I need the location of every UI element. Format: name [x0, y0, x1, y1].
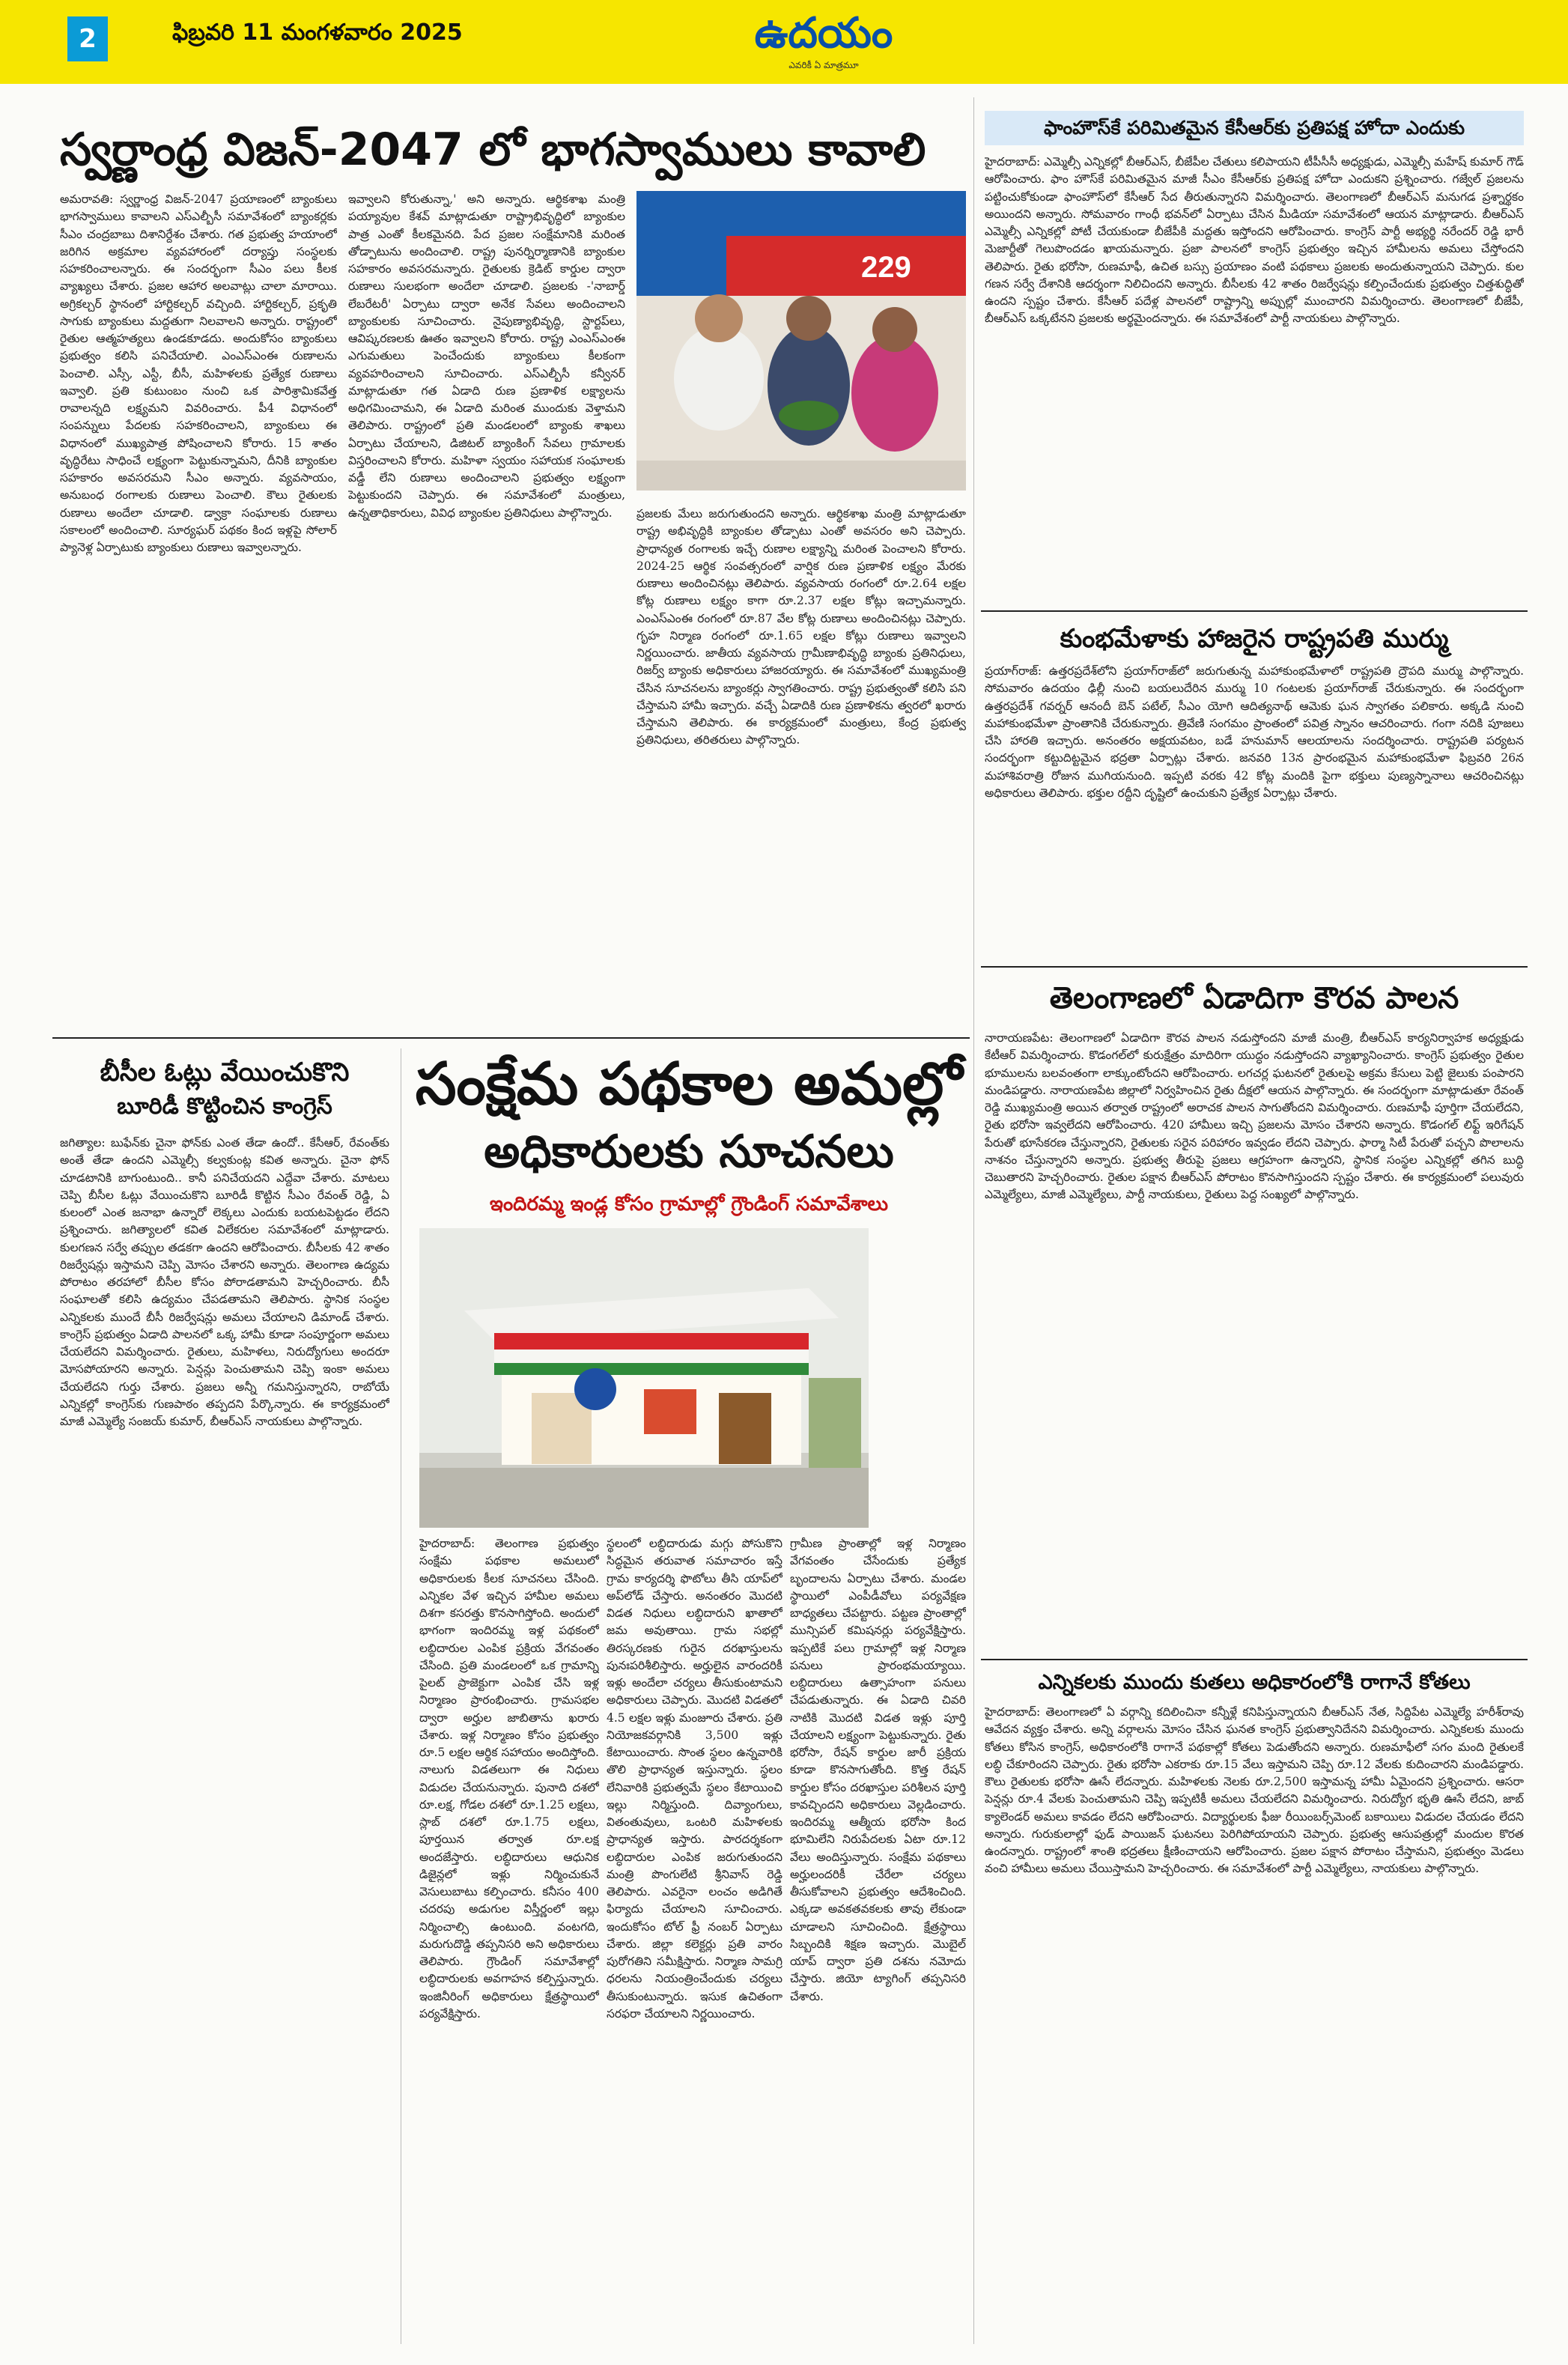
main-story-photo	[636, 191, 966, 491]
svg-text:229: 229	[861, 251, 911, 284]
column-divider	[973, 97, 974, 2344]
newspaper-logo	[749, 7, 899, 75]
welfare-headline-line1: సంక్షేమ పథకాల అమల్లో	[415, 1051, 963, 1118]
section-divider	[981, 966, 1528, 968]
welfare-col2: స్థలంలో లబ్ధిదారుడు మగ్గు పోసుకొని సిద్ధమైన తరువాత సమాచారం ఇస్తే గ్రామ కార్యదర్శి ఫొటోలు తీసి యాప్‌లో అప్‌లోడ్ చేస్తారు. అనంతరం మొదటి విడత నిధులు లబ్ధిదారుని ఖాతాలో జమ అవుతాయి. గ్రామ సభల్లో తిరస్కరణకు గురైన దరఖాస్తులను పునఃపరిశీలిస్తారు. అర్హులైన వారందరికీ ఇళ్లు అందేలా చర్యలు తీసుకుంటామని అధికారులు చెప్పారు. మొదటి విడతలో 4.5 లక్షల ఇళ్లు మంజూరు చేశారు. ప్రతి నియోజకవర్గానికి 3,500 ఇళ్లు కేటాయించారు. సొంత స్థలం ఉన్నవారికి తొలి ప్రాధాన్యత ఇస్తున్నారు. స్థలం లేనివారికి ప్రభుత్వమే స్థలం కేటాయించి ఇల్లు నిర్మిస్తుంది. దివ్యాంగులు, వితంతువులు, ఒంటరి మహిళలకు ప్రాధాన్యత ఇస్తారు. పారదర్శకంగా లబ్ధిదారుల ఎంపిక జరుగుతుందని మంత్రి పొంగులేటి శ్రీనివాస్ రెడ్డి తెలిపారు. ఎవరైనా లంచం అడిగితే ఫిర్యాదు చేయాలని సూచించారు. ఇందుకోసం టోల్ ఫ్రీ నంబర్ ఏర్పాటు చేశారు. జిల్లా కలెక్టర్లు ప్రతి వారం పురోగతిని సమీక్షిస్తారు. నిర్మాణ సామగ్రి ధరలను నియంత్రించేందుకు చర్యలు తీసుకుంటున్నారు. ఇసుక ఉచితంగా సరఫరా చేయాలని నిర్ణయించారు.	[607, 1537, 783, 2021]
welfare-subhead: ఇందిరమ్మ ఇండ్ల కోసం గ్రామాల్లో గ్రౌండింగ్ సమావేశాలు	[490, 1193, 888, 1215]
masthead	[0, 0, 1568, 84]
elections-headline: ఎన్నికలకు ముందు కుతలు అధికారంలోకి రాగానే కోతలు	[1038, 1671, 1471, 1694]
kumbh-body: ప్రయాగ్‌రాజ్: ఉత్తరప్రదేశ్‌లోని ప్రయాగ్‌రాజ్‌లో జరుగుతున్న మహాకుంభమేళాలో రాష్ట్రపతి ద్రౌపది ముర్ము పాల్గొన్నారు. సోమవారం ఉదయం ఢిల్లీ నుంచి బయలుదేరిన ముర్ము 10 గంటలకు ప్రయాగ్‌రాజ్ చేరుకున్నారు. ఈ సందర్భంగా ఉత్తరప్రదేశ్ గవర్నర్ ఆనందీ బెన్ పటేల్, సీఎం యోగి ఆదిత్యనాథ్ ఆమెకు ఘన స్వాగతం పలికారు. అక్కడి నుంచి మహాకుంభమేళా ప్రాంతానికి చేరుకున్నారు. త్రివేణి సంగమం ప్రాంతంలో పవిత్ర స్నానం ఆచరించారు. గంగా నదికి పూజలు చేసి హారతి ఇచ్చారు. అనంతరం అక్షయవటం, బడే హనుమాన్ ఆలయాలను సందర్శించారు. రాష్ట్రపతి పర్యటన సందర్భంగా కట్టుదిట్టమైన భద్రతా ఏర్పాట్లు చేశారు. జనవరి 13న ప్రారంభమైన మహాకుంభమేళా ఫిబ్రవరి 26న మహాశివరాత్రి రోజున ముగియనుంది. ఇప్పటి వరకు 42 కోట్ల మందికి పైగా భక్తులు పుణ్యస్నానాలు ఆచరించినట్లు అధికారులు తెలిపారు. భక్తుల రద్దీని దృష్టిలో ఉంచుకుని ప్రత్యేక ఏర్పాట్లు చేశారు.	[985, 664, 1524, 800]
page-number: 2	[67, 16, 108, 61]
issue-date: ఫిబ్రవరి 11 మంగళవారం 2025	[172, 19, 463, 46]
section-divider	[52, 1037, 970, 1039]
bc-story-body: జగిత్యాల: బుఫేన్‌కు చైనా ఫోన్‌కు ఎంత తేడా ఉందో.. కేసీఆర్, రేవంత్‌కు అంతే తేడా ఉందని ఎమ్మెల్సీ కల్వకుంట్ల కవిత అన్నారు. చైనా ఫోన్ చూడటానికి బాగుంటుంది.. కానీ పనిచేయదని ఎద్దేవా చేశారు. మాటలు చెప్పి బీసీల ఓట్లు వేయించుకొని బూరిడీ కొట్టిన సీఎం రేవంత్ రెడ్డి, ఏ కులంలో ఎంత జనాభా ఉన్నారో లెక్కలు ఎందుకు బయటపెట్టడం లేదని ప్రశ్నించారు. జగిత్యాలలో కవిత విలేకరుల సమావేశంలో మాట్లాడారు. కులగణన సర్వే తప్పుల తడకగా ఉందని ఆరోపించారు. బీసీలకు 42 శాతం రిజర్వేషన్లు ఇస్తామని చెప్పి మోసం చేశారని అన్నారు. తెలంగాణ ఉద్యమ పోరాటం తరహాలో బీసీల కోసం పోరాడతామని హెచ్చరించారు. బీసీ సంఘాలతో కలిసి ఉద్యమం చేపడతామని తెలిపారు. స్థానిక సంస్థల ఎన్నికలకు ముందే బీసీ రిజర్వేషన్లు అమలు చేయాలని డిమాండ్ చేశారు. కాంగ్రెస్ ప్రభుత్వం ఏడాది పాలనలో ఒక్క హామీ కూడా సంపూర్ణంగా అమలు చేయలేదని విమర్శించారు. రైతులు, మహిళలు, నిరుద్యోగులు అందరూ మోసపోయారని అన్నారు. పెన్షన్లు పెంచుతామని చెప్పి ఇంకా అమలు చేయలేదని గుర్తు చేశారు. ప్రజలు అన్నీ గమనిస్తున్నారని, రాబోయే ఎన్నికల్లో కాంగ్రెస్‌కు గుణపాఠం తప్పదని పేర్కొన్నారు. ఈ కార్యక్రమంలో మాజీ ఎమ్మెల్యే సంజయ్ కుమార్, బీఆర్ఎస్ నాయకులు పాల్గొన్నారు.	[60, 1136, 389, 1428]
paper-tagline: ఎవరికీ ఏ మాత్రమూ	[788, 60, 859, 70]
bc-story-headline-line2: బూరిడీ కొట్టించిన కాంగ్రెస్	[117, 1093, 332, 1120]
paper-name: ఉదయం	[754, 9, 893, 58]
bc-story-headline-line1: బీసీల ఓట్లు వేయించుకొని	[100, 1057, 350, 1087]
main-headline: స్వర్ణాంధ్ర విజన్-2047 లో భాగస్వాములు కావాలి	[60, 124, 926, 176]
main-story-col4: ప్రజలకు మేలు జరుగుతుందని అన్నారు. ఆర్థికశాఖ మంత్రి మాట్లాడుతూ రాష్ట్ర అభివృద్ధికి బ్యాంకుల తోడ్పాటు ఎంతో అవసరం అని చెప్పారు. ప్రాధాన్యత రంగాలకు ఇచ్చే రుణాల లక్ష్యాన్ని మరింత పెంచాలని కోరారు. 2024-25 ఆర్థిక సంవత్సరంలో వార్షిక రుణ ప్రణాళిక లక్ష్యం మేరకు రుణాలు అందించినట్లు తెలిపారు. వ్యవసాయ రంగంలో రూ.2.64 లక్షల కోట్ల రుణాలు లక్ష్యం కాగా రూ.2.37 లక్షల కోట్లు ఇచ్చామన్నారు. ఎంఎస్ఎంఈ రంగంలో రూ.87 వేల కోట్ల రుణాలు అందించినట్లు చెప్పారు. గృహ నిర్మాణ రంగంలో రూ.1.65 లక్షల కోట్లు రుణాలు ఇవ్వాలని నిర్ణయించారు. జాతీయ వ్యవసాయ గ్రామీణాభివృద్ధి బ్యాంకు ప్రతినిధులు, రిజర్వ్ బ్యాంకు అధికారులు హాజరయ్యారు. ఈ సమావేశంలో ముఖ్యమంత్రి చేసిన సూచనలను బ్యాంకర్లు స్వాగతించారు. రాష్ట్ర ప్రభుత్వంతో కలిసి పని చేస్తామని హామీ ఇచ్చారు. వచ్చే ఏడాదికి రుణ ప్రణాళికను త్వరలో ఖరారు చేస్తామని తెలిపారు. ఈ కార్యక్రమంలో మంత్రులు, కేంద్ర ప్రభుత్వ ప్రతినిధులు, తరితరులు పాల్గొన్నారు.	[636, 507, 966, 747]
welfare-headline-line2: అధికారులకు సూచనలు	[484, 1126, 894, 1178]
top-right-body: హైదరాబాద్: ఎమ్మెల్సీ ఎన్నికల్లో బీఆర్ఎస్, బీజేపీల చేతులు కలిపాయని టీపీసీసీ అధ్యక్షుడు, ఎమ్మెల్సీ మహేష్ కుమార్ గౌడ్ ఆరోపించారు. ఫాం హౌస్‌కే పరిమితమైన మాజీ సీఎం కేసీఆర్‌కు ప్రతిపక్ష హోదా ఎందుకని ప్రశ్నించారు. గజ్వేల్ ప్రజలను పట్టించుకోకుండా ఫాంహౌస్‌లో కేసీఆర్ సేద తీరుతున్నారని విమర్శించారు. తెలంగాణలో బీఆర్ఎస్ మనుగడ ప్రశ్నార్థకం అయిందని అన్నారు. సోమవారం గాంధీ భవన్‌లో ఏర్పాటు చేసిన మీడియా సమావేశంలో ఆయన మాట్లాడారు. బీఆర్ఎస్ ఎమ్మెల్సీ ఎన్నికల్లో పోటీ చేయకుండా బీజేపీకి మద్దతు ఇస్తోందని ఆరోపించారు. కాంగ్రెస్ పార్టీ అభ్యర్థి నరేందర్ రెడ్డి భారీ మెజార్టీతో గెలుపొందడం ఖాయమన్నారు. ప్రజా పాలనలో కాంగ్రెస్ ప్రభుత్వం ఇచ్చిన హామీలను అమలు చేస్తోందని తెలిపారు. రైతు భరోసా, రుణమాఫీ, ఉచిత బస్సు ప్రయాణం వంటి పథకాలు ప్రజలకు అందుతున్నాయని చెప్పారు. కుల గణన సర్వే దేశానికి ఆదర్శంగా నిలిచిందని అన్నారు. బీసీలకు 42 శాతం రిజర్వేషన్లు కల్పించేందుకు ప్రభుత్వం చిత్తశుద్ధితో ఉందని స్పష్టం చేశారు. కేసీఆర్ పదేళ్ల పాలనలో రాష్ట్రాన్ని అప్పుల్లో ముంచారని విమర్శించారు. తెలంగాణలో బీజేపీ, బీఆర్ఎస్ ఒక్కటేనని ప్రజలకు అర్థమైందన్నారు. ఈ సమావేశంలో పార్టీ నాయకులు పాల్గొన్నారు.	[985, 155, 1524, 326]
house-photo	[419, 1228, 869, 1528]
section-divider	[981, 610, 1528, 612]
main-story-col1: అమరావతి: స్వర్ణాంధ్ర విజన్-2047 ప్రయాణంలో బ్యాంకులు భాగస్వాములు కావాలని ఎస్ఎల్బీసీ సమావేశంలో బ్యాంకర్లకు సీఎం చంద్రబాబు దిశానిర్దేశం చేశారు. గత ప్రభుత్వ హయాంలో జరిగిన అక్రమాల వ్యవహారంలో దర్యాప్తు సంస్థలకు సహకరించాలన్నారు. ఈ సందర్భంగా సీఎం పలు కీలక వ్యాఖ్యలు చేశారు. ప్రజల ఆహార అలవాట్లు చాలా మారాయి. అగ్రికల్చర్ స్థానంలో హార్టికల్చర్ వచ్చింది. హార్టికల్చర్, ప్రకృతి సాగుకు బ్యాంకులు మద్దతుగా నిలవాలని అన్నారు. రాష్ట్రంలో రైతుల ఆత్మహత్యలు ఉండకూడదు. అందుకోసం బ్యాంకులు ప్రభుత్వం కలిసి పనిచేయాలి. ఎంఎస్ఎంఈ రుణాలను పెంచాలి. ఎస్సీ, ఎస్టీ, బీసీ, మహిళలకు ప్రత్యేక రుణాలు ఇవ్వాలి. ప్రతి కుటుంబం నుంచి ఒక పారిశ్రామికవేత్త రావాలన్నది లక్ష్యమని వివరించారు. పీ4 విధానంలో సంపన్నులు పేదలకు సహకరించాలని, బ్యాంకులు ఈ విధానంలో ముఖ్యపాత్ర పోషించాలని కోరారు. 15 శాతం వృద్ధిరేటు సాధించే లక్ష్యంగా పెట్టుకున్నామని, దీనికి బ్యాంకుల సహకారం అవసరమని సీఎం అన్నారు. వ్యవసాయం, అనుబంధ రంగాలకు రుణాలు పెంచాలి. కౌలు రైతులకు రుణాలు అందేలా చూడాలి. డ్వాక్రా సంఘాలకు రుణాలు సకాలంలో అందించాలి. సూర్యఘర్ పథకం కింద ఇళ్లపై సోలార్ ప్యానెళ్ల ఏర్పాటుకు బ్యాంకులు రుణాలు ఇవ్వాలన్నారు.	[60, 192, 337, 554]
welfare-col1: హైదరాబాద్: తెలంగాణ ప్రభుత్వం సంక్షేమ పథకాల అమలులో అధికారులకు కీలక సూచనలు చేసింది. ఎన్నికల వేళ ఇచ్చిన హామీల అమలు దిశగా కసరత్తు కొనసాగిస్తోంది. అందులో భాగంగా ఇందిరమ్మ ఇళ్ల పథకంలో లబ్ధిదారుల ఎంపిక ప్రక్రియ వేగవంతం చేసింది. ప్రతి మండలంలో ఒక గ్రామాన్ని పైలట్ ప్రాజెక్టుగా ఎంపిక చేసి ఇళ్ల నిర్మాణం ప్రారంభించారు. గ్రామసభల ద్వారా అర్హుల జాబితాను ఖరారు చేశారు. ఇళ్ల నిర్మాణం కోసం ప్రభుత్వం రూ.5 లక్షల ఆర్థిక సహాయం అందిస్తోంది. నాలుగు విడతలుగా ఈ నిధులు విడుదల చేయనున్నారు. పునాది దశలో రూ.లక్ష, గోడల దశలో రూ.1.25 లక్షలు, స్లాబ్ దశలో రూ.1.75 లక్షలు, పూర్తయిన తర్వాత రూ.లక్ష అందజేస్తారు. లబ్ధిదారులు ఆధునిక డిజైన్లలో ఇళ్లు నిర్మించుకునే వెసులుబాటు కల్పించారు. కనీసం 400 చదరపు అడుగుల విస్తీర్ణంలో ఇల్లు నిర్మించాల్సి ఉంటుంది. వంటగది, మరుగుదొడ్డి తప్పనిసరి అని అధికారులు తెలిపారు. గ్రౌండింగ్ సమావేశాల్లో లబ్ధిదారులకు అవగాహన కల్పిస్తున్నారు. ఇంజినీరింగ్ అధికారులు క్షేత్రస్థాయిలో పర్యవేక్షిస్తారు.	[419, 1537, 599, 2021]
welfare-col3: గ్రామీణ ప్రాంతాల్లో ఇళ్ల నిర్మాణం వేగవంతం చేసేందుకు ప్రత్యేక బృందాలను ఏర్పాటు చేశారు. మండల స్థాయిలో ఎంపీడీవోలు పర్యవేక్షణ బాధ్యతలు చేపట్టారు. పట్టణ ప్రాంతాల్లో మున్సిపల్ కమిషనర్లు పర్యవేక్షిస్తారు. ఇప్పటికే పలు గ్రామాల్లో ఇళ్ల నిర్మాణ పనులు ప్రారంభమయ్యాయి. లబ్ధిదారులు ఉత్సాహంగా పనులు చేపడుతున్నారు. ఈ ఏడాది చివరి నాటికి మొదటి విడత ఇళ్లు పూర్తి చేయాలని లక్ష్యంగా పెట్టుకున్నారు. రైతు భరోసా, రేషన్ కార్డుల జారీ ప్రక్రియ కూడా కొనసాగుతోంది. కొత్త రేషన్ కార్డుల కోసం దరఖాస్తుల పరిశీలన పూర్తి కావచ్చిందని అధికారులు వెల్లడించారు. ఇందిరమ్మ ఆత్మీయ భరోసా కింద భూమిలేని నిరుపేదలకు ఏటా రూ.12 వేలు అందిస్తున్నారు. సంక్షేమ పథకాలు అర్హులందరికీ చేరేలా చర్యలు తీసుకోవాలని ప్రభుత్వం ఆదేశించింది. ఎక్కడా అవకతవకలకు తావు లేకుండా చూడాలని సూచించింది. క్షేత్రస్థాయి సిబ్బందికి శిక్షణ ఇచ్చారు. మొబైల్ యాప్ ద్వారా ప్రతి దశను నమోదు చేస్తారు. జియో ట్యాగింగ్ తప్పనిసరి చేశారు.	[790, 1537, 966, 2003]
kaurava-body: నారాయణపేట: తెలంగాణలో ఏడాదిగా కౌరవ పాలన నడుస్తోందని మాజీ మంత్రి, బీఆర్ఎస్ కార్యనిర్వాహక అధ్యక్షుడు కేటీఆర్ విమర్శించారు. కొడంగల్‌లో కురుక్షేత్రం మాదిరిగా యుద్ధం నడుస్తోందని వ్యాఖ్యానించారు. కాంగ్రెస్ ప్రభుత్వం రైతుల భూములను బలవంతంగా లాక్కుంటోందని ఆరోపించారు. లగచర్ల ఘటనలో రైతులపై అక్రమ కేసులు పెట్టి జైలుకు పంపారని మండిపడ్డారు. నారాయణపేట జిల్లాలో నిర్వహించిన రైతు దీక్షలో ఆయన పాల్గొన్నారు. ఈ సందర్భంగా మాట్లాడుతూ రేవంత్ రెడ్డి ముఖ్యమంత్రి అయిన తర్వాత రాష్ట్రంలో అరాచక పాలన సాగుతోందని విమర్శించారు. రుణమాఫీ పూర్తిగా చేయలేదని, రైతు భరోసా ఇవ్వలేదని ఆరోపించారు. 420 హామీలు ఇచ్చి ప్రజలను మోసం చేశారని అన్నారు. కొడంగల్ లిఫ్ట్ ఇరిగేషన్ పేరుతో భూసేకరణ చేస్తున్నారని, రైతులకు సరైన పరిహారం ఇవ్వడం లేదని చెప్పారు. ఫార్మా సిటీ పేరుతో పచ్చని పొలాలను నాశనం చేస్తున్నారని అన్నారు. ప్రభుత్వ తీరుపై ప్రజలు ఆగ్రహంగా ఉన్నారని, స్థానిక సంస్థల ఎన్నికల్లో తగిన బుద్ధి చెబుతారని హెచ్చరించారు. రైతుల పక్షాన బీఆర్ఎస్ పోరాటం కొనసాగిస్తుందని స్పష్టం చేశారు. ఈ కార్యక్రమంలో పలువురు ఎమ్మెల్యేలు, మాజీ ఎమ్మెల్యేలు, పార్టీ నాయకులు, రైతులు పెద్ద సంఖ్యలో పాల్గొన్నారు.	[985, 1031, 1524, 1202]
main-story-col2: ఇవ్వాలని కోరుతున్నా,' అని అన్నారు. ఆర్థికశాఖ మంత్రి పయ్యావుల కేశవ్ మాట్లాడుతూ రాష్ట్రాభివృద్ధిలో బ్యాంకుల పాత్ర ఎంతో కీలకమైనది. పేద ప్రజల సంక్షేమానికి మరింత తోడ్పాటును అందించాలి. రాష్ట్ర పునర్నిర్మాణానికి బ్యాంకుల సహకారం అవసరమన్నారు. రైతులకు క్రెడిట్ కార్డుల ద్వారా రుణాలు సులభంగా అందేలా చూడాలి. ప్రజలకు -'నాబార్డ్ లేబరేటరీ' ఏర్పాటు ద్వారా అనేక సేవలు అందించాలని బ్యాంకులకు సూచించారు. నైపుణ్యాభివృద్ధి, స్టార్టప్‌లు, ఆవిష్కరణలకు ఊతం ఇవ్వాలని కోరారు. రాష్ట్ర ఎంఎస్ఎంఈ ఎగుమతులు పెంచేందుకు బ్యాంకులు కీలకంగా వ్యవహరించాలని సూచించారు. ఎస్ఎల్బీసీ కన్వీనర్ మాట్లాడుతూ గత ఏడాది రుణ ప్రణాళిక లక్ష్యాలను అధిగమించామని, ఈ ఏడాది మరింత ముందుకు వెళ్తామని తెలిపారు. రాష్ట్రంలో ప్రతి మండలంలో బ్యాంకు శాఖలు ఏర్పాటు చేయాలని, డిజిటల్ బ్యాంకింగ్ సేవలు గ్రామాలకు విస్తరించాలని కోరారు. మహిళా స్వయం సహాయక సంఘాలకు వడ్డీ లేని రుణాలు అందించాలని ప్రభుత్వం లక్ష్యంగా పెట్టుకుందని చెప్పారు. ఈ సమావేశంలో మంత్రులు, ఉన్నతాధికారులు, వివిధ బ్యాంకుల ప్రతినిధులు పాల్గొన్నారు.	[348, 192, 625, 520]
section-divider	[981, 1659, 1528, 1660]
top-right-headline: ఫాంహౌస్‌కే పరిమితమైన కేసీఆర్‌కు ప్రతిపక్ష హోదా ఎందుకు	[985, 111, 1524, 145]
kumbh-headline: కుంభమేళాకు హాజరైన రాష్ట్రపతి ముర్ము	[1060, 624, 1449, 654]
elections-body: హైదరాబాద్: తెలంగాణలో ఏ వర్గాన్ని కదిలించినా కన్నీళ్లే కనిపిస్తున్నాయని బీఆర్ఎస్ నేత, సిద్దిపేట ఎమ్మెల్యే హరీశ్‌రావు ఆవేదన వ్యక్తం చేశారు. అన్ని వర్గాలను మోసం చేసిన ఘనత కాంగ్రెస్ ప్రభుత్వానిదేనని విమర్శించారు. ఎన్నికలకు ముందు కోతలు కోసిన కాంగ్రెస్, అధికారంలోకి రాగానే పథకాల్లో కోతలు పెడుతోందని అన్నారు. రుణమాఫీలో సగం మంది రైతులకే లబ్ధి చేకూరిందని చెప్పారు. రైతు భరోసా ఎకరాకు రూ.15 వేలు ఇస్తామని చెప్పి రూ.12 వేలకు కుదించారని మండిపడ్డారు. కౌలు రైతులకు భరోసా ఊసే లేదన్నారు. మహిళలకు నెలకు రూ.2,500 ఇస్తామన్న హామీ ఏమైందని ప్రశ్నించారు. ఆసరా పెన్షన్లు రూ.4 వేలకు పెంచుతామని చెప్పి ఇప్పటికీ అమలు చేయలేదని విమర్శించారు. నిరుద్యోగ భృతి ఊసే లేదని, జాబ్ క్యాలెండర్ అమలు కావడం లేదని ఆరోపించారు. విద్యార్థులకు ఫీజు రీయింబర్స్‌మెంట్ బకాయిలు విడుదల చేయడం లేదని అన్నారు. గురుకులాల్లో ఫుడ్ పాయిజన్ ఘటనలు పెరిగిపోయాయని చెప్పారు. ప్రభుత్వ ఆసుపత్రుల్లో మందుల కొరత ఉందన్నారు. రాష్ట్రంలో శాంతి భద్రతలు క్షీణించాయని ఆరోపించారు. ప్రజల పక్షాన పోరాటం చేస్తామని, ప్రభుత్వం మెడలు వంచి హామీలు అమలు చేయిస్తామని హెచ్చరించారు. ఈ సమావేశంలో పార్టీ ఎమ్మెల్యేలు, నాయకులు పాల్గొన్నారు.	[985, 1705, 1524, 1876]
kaurava-headline: తెలంగాణలో ఏడాదిగా కౌరవ పాలన	[1049, 981, 1459, 1015]
